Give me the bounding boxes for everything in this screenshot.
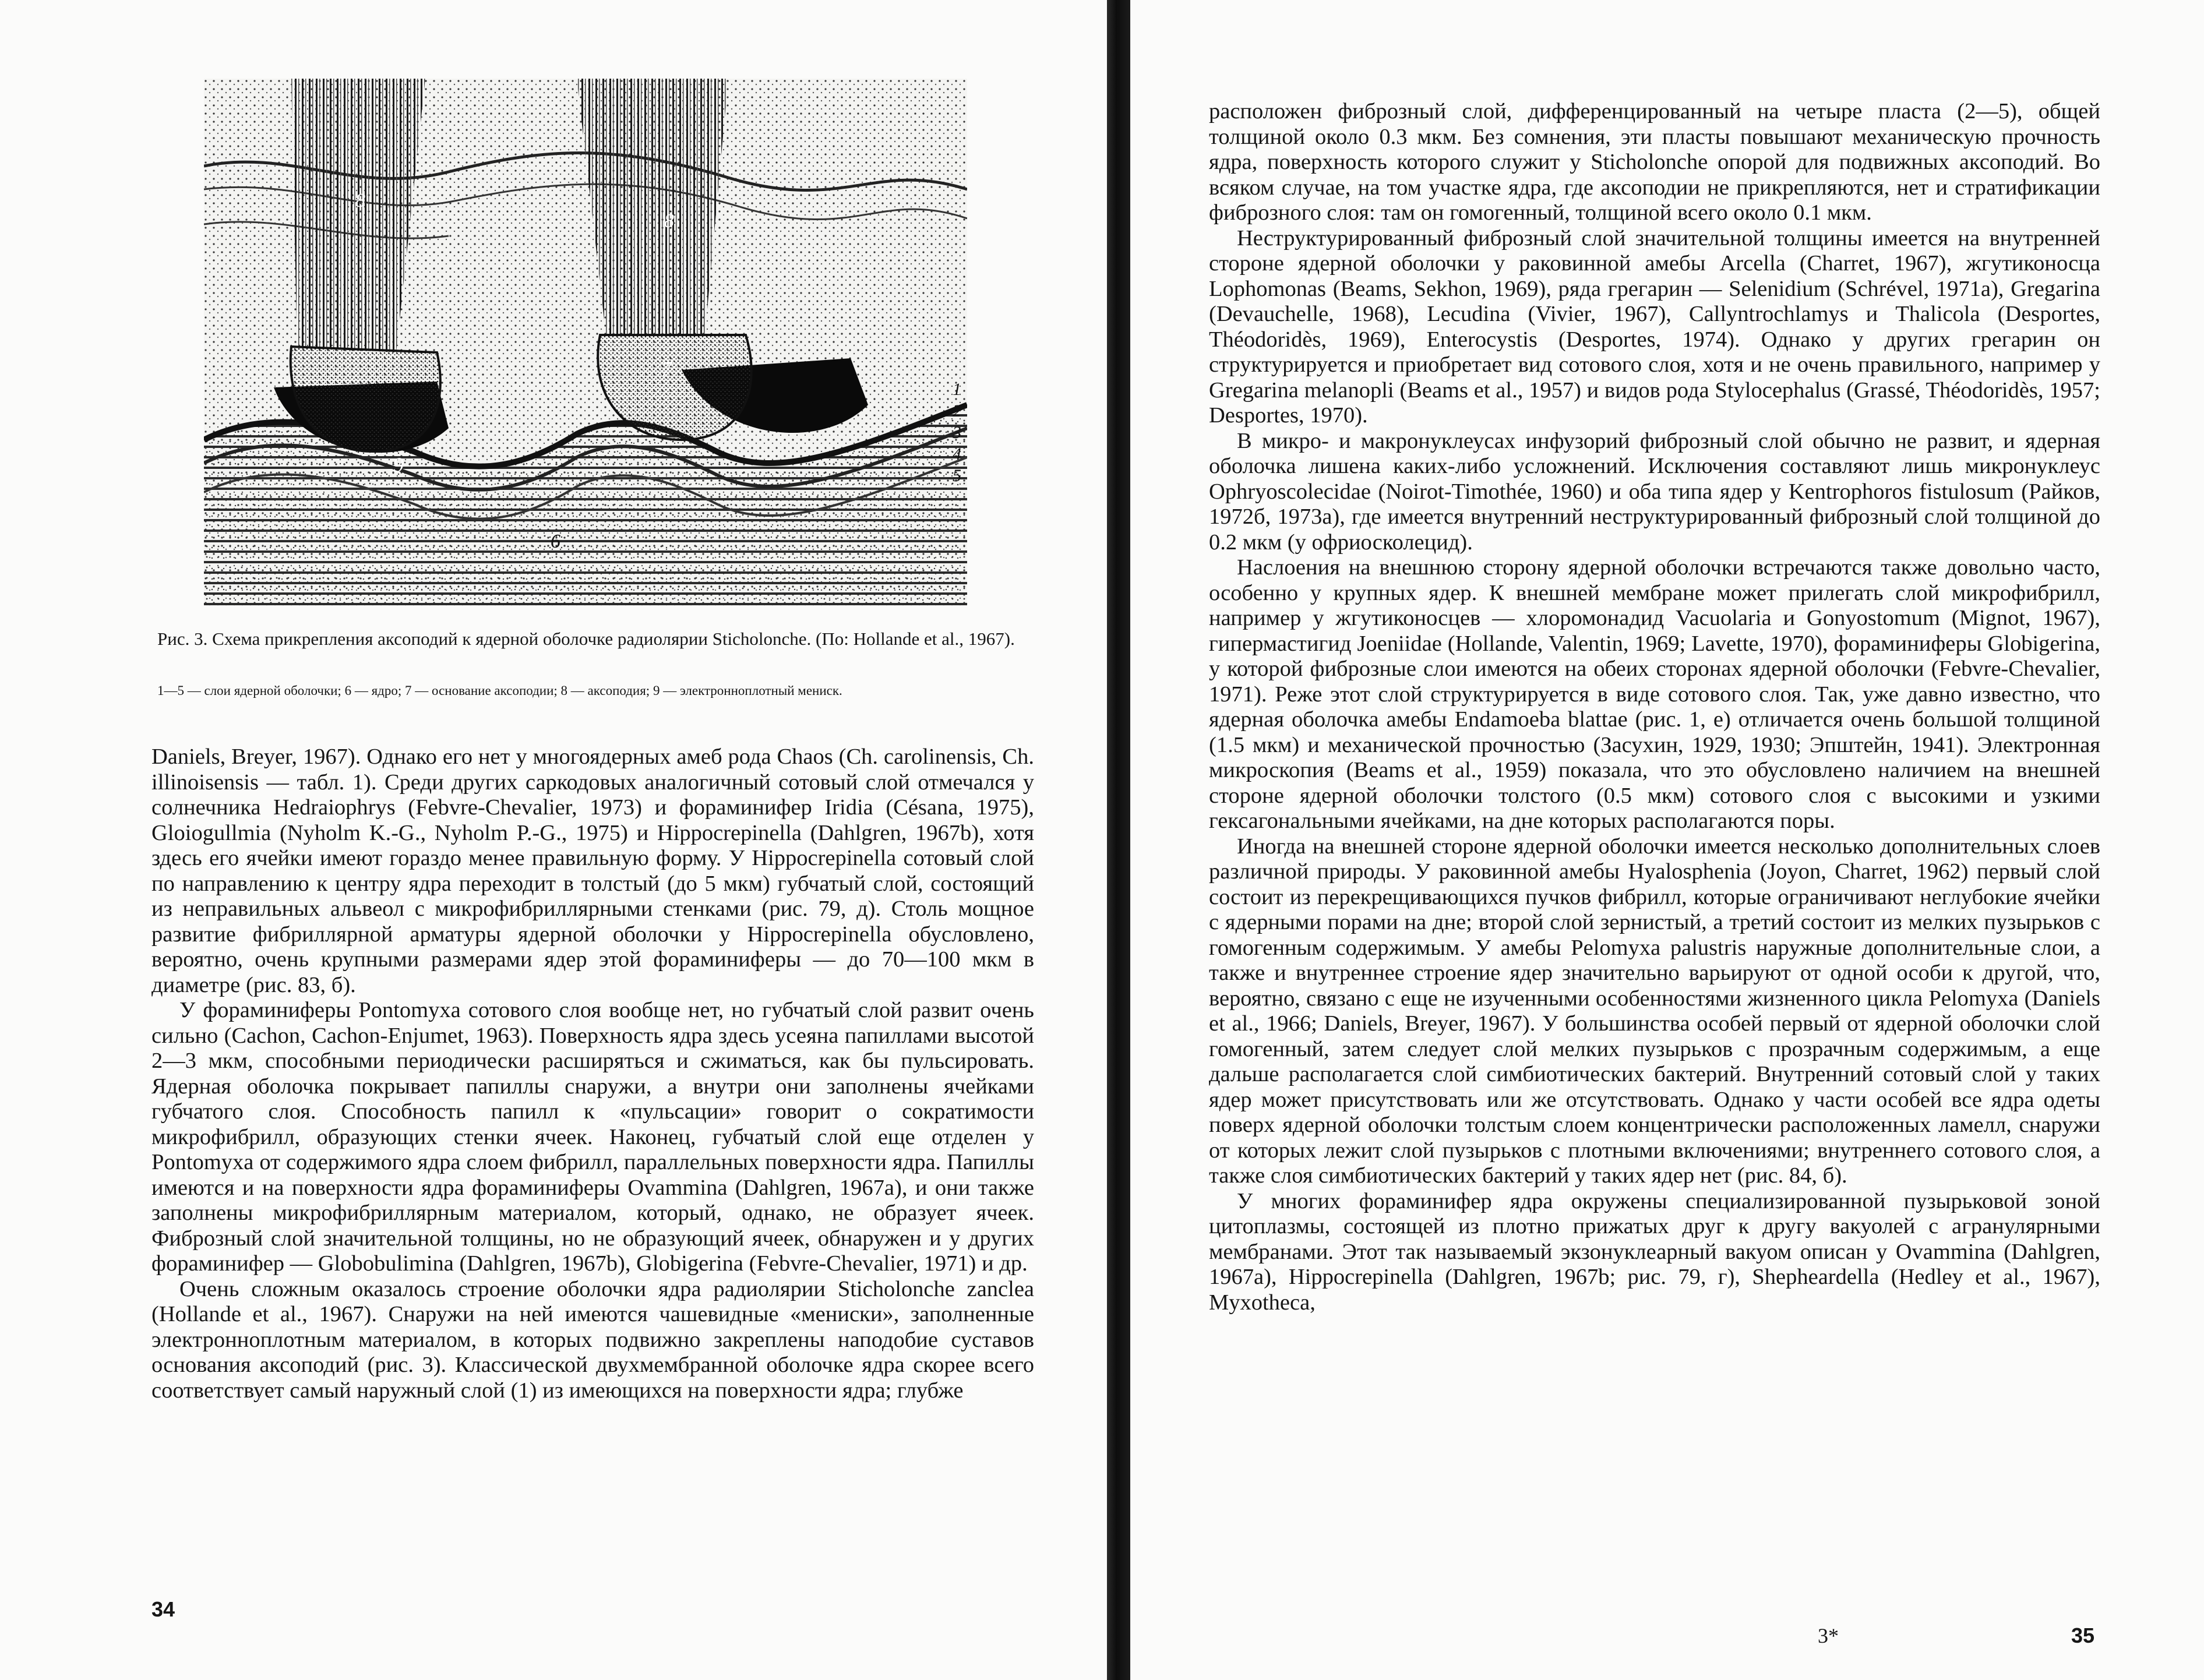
page-number-right: 35 [2071, 1623, 2095, 1647]
page-number-left: 34 [151, 1597, 175, 1621]
right-text-column [1209, 99, 2100, 1315]
figure-label-8: 8 [355, 190, 365, 211]
paragraph: В микро- и макронуклеусах инфузорий фиброзный слой обычно не развит, и ядерная оболочка лишена каких-либо усложнений. Исключения составляют лишь микронуклеус Ophryoscolecidae (Noirot-Timothée, 1960) и оба типа ядер у Kentrophoros fistulosum (Райков, 1972б, 1973а), где имеется внутренний неструктурированный фиброзный слой толщиной до 0.2 мкм (у офриосколецид). [1209, 428, 2100, 555]
figure-label-8b: 8 [664, 210, 674, 232]
paragraph: Наслоения на внешнюю сторону ядерной оболочки встречаются также довольно часто, особенно у крупных ядер. К внешней мембране может прилегать слой микрофибрилл, например у жгутиконосцев — хлоромонадид Vacuolaria и Gonyostomum (Mignot, 1967), гипермастигид Joeniidae (Hollande, Valentin, 1969; Lavette, 1970), фораминиферы Globigerina, у которой фиброзные слои имеются на обеих сторонах ядерной оболочки (Febvre-Chevalier, 1971). Реже этот слой структурируется в виде сотового слоя. Так, уже давно известно, что ядерная оболочка амебы Endamoeba blattae (рис. 1, е) отличается очень большой толщиной (1.5 мкм) и механической прочностью (Засухин, 1929, 1930; Эпштейн, 1941). Электронная микроскопия (Beams et al., 1959) показала, что это обусловлено наличием на внешней стороне ядерной оболочки толстого (0.5 мкм) сотового слоя с высокими и узкими гексагональными ячейками, на дне которых располагаются поры. [1209, 555, 2100, 833]
printer-signature-mark: 3* [1818, 1624, 1839, 1647]
paragraph: расположен фиброзный слой, дифференцированный на четыре пласта (2—5), общей толщиной около 0.3 мкм. Без сомнения, эти пласты повышают механическую прочность ядра, поверхность которого служит у Sticholonche опорой для подвижных аксоподий. Во всяком случае, на том участке ядра, где аксоподии не прикрепляются, нет и стратификации фиброзного слоя: там он гомогенный, толщиной всего около 0.1 мкм. [1209, 99, 2100, 225]
paragraph: У многих фораминифер ядра окружены специализированной пузырьковой зоной цитоплазмы, состоящей из плотно прижатых друг к другу вакуолей с агранулярными мембранами. Этот так называемый экзонуклеарный вакуом описан у Ovammina (Dahlgren, 1967a), Hippocrepinella (Dahlgren, 1967b; рис. 79, г), Shepheardella (Hedley et al., 1967), Myxotheca, [1209, 1188, 2100, 1315]
figure-label-1: 1 [953, 380, 961, 399]
figure-label-2: 2 [953, 401, 961, 421]
paragraph: У фораминиферы Pontomyxa сотового слоя вообще нет, но губчатый слой развит очень сильно (Cachon, Cachon-Enjumet, 1963). Поверхность ядра здесь усеяна папиллами высотой 2—3 мкм, способными периодически расширяться и сжиматься, как бы пульсировать. Ядерная оболочка покрывает папиллы снаружи, а внутри они заполнены ячейками губчатого слоя. Способность папилл к «пульсации» говорит о сократимости микрофибрилл, образующих стенки ячеек. Наконец, губчатый слой еще отделен у Pontomyxa от содержимого ядра слоем фибрилл, параллельных поверхности ядра. Папиллы имеются и на поверхности ядра фораминиферы Ovammina (Dahlgren, 1967a), и они также заполнены микрофибриллярным материалом, который, однако, не образует ячеек. Фиброзный слой значительной толщины, но не образующий ячеек, обнаружен и у других фораминифер — Globobulimina (Dahlgren, 1967b), Globigerina (Febvre-Chevalier, 1971) и др. [151, 998, 1034, 1276]
paragraph: Daniels, Breyer, 1967). Однако его нет у многоядерных амеб рода Chaos (Ch. carolinensis, Ch. illinoisensis — табл. 1). Среди других саркодовых аналогичный сотовый слой отмечался у солнечника Hedraiophrys (Febvre-Chevalier, 1973) и фораминифер Iridia (Césana, 1975), Gloiogullmia (Nyholm K.-G., Nyholm P.-G., 1975) и Hippocrepinella (Dahlgren, 1967b), хотя здесь его ячейки имеют гораздо менее правильную форму. У Hippocrepinella сотовый слой по направлению к центру ядра переходит в толстый (до 5 мкм) губчатый слой, состоящий из неправильных альвеол с микрофибриллярными стенками (рис. 79, д). Столь мощное развитие фибриллярной арматуры ядерной оболочки у Hippocrepinella обусловлено, вероятно, очень крупными размерами ядер этой фораминиферы — до 70—100 мкм в диаметре (рис. 83, б). [151, 744, 1034, 997]
figure-label-4: 4 [953, 444, 961, 464]
figure-caption-legend: 1—5 — слои ядерной оболочки; 6 — ядро; 7 — основание аксоподии; 8 — аксоподия; 9 — электронноплотный мениск. [157, 683, 842, 698]
paragraph: Очень сложным оказалось строение оболочки ядра радиолярии Sticholonche zanclea (Hollande et al., 1967). Снаружи на ней имеются чашевидные «мениски», заполненные электронноплотным материалом, в которых подвижно закреплены наподобие суставов основания аксоподий (рис. 3). Классической двухмембранной оболочке ядра скорее всего соответствует самый наружный слой (1) из имеющихся на поверхности ядра; глубже [151, 1276, 1034, 1403]
figure-label-9: 9 [393, 453, 404, 477]
paragraph: Неструктурированный фиброзный слой значительной толщины имеется на внутренней стороне ядерной оболочки у раковинной амебы Arcella (Charret, 1967), жгутиконосца Lophomonas (Beams, Sekhon, 1969), ряда грегарин — Selenidium (Schrével, 1971a), Gregarina (Devauchelle, 1968), Lecudina (Vivier, 1967), Callyntrochlamys и Thalicola (Desportes, Théodoridès, 1969), Enterocystis (Desportes, 1974). Однако у других грегарин он структурируется и приобретает вид сотового слоя, хотя и не очень правильного, например у Gregarina melanopli (Beams et al., 1957) и видов рода Stylocephalus (Grassé, Théodoridès, 1957; Desportes, 1970). [1209, 225, 2100, 428]
figure-label-3: 3 [953, 423, 961, 442]
book-gutter [1107, 0, 1130, 1680]
figure-label-5: 5 [953, 466, 961, 485]
left-text-column [151, 744, 1034, 1403]
figure-3-illustration [204, 79, 967, 606]
figure-label-6: 6 [551, 531, 560, 552]
paragraph: Иногда на внешней стороне ядерной оболочки имеется несколько дополнительных слоев различной природы. У раковинной амебы Hyalosphenia (Joyon, Charret, 1962) первый слой состоит из перекрещивающихся пучков фибрилл, которые ограничивают неглубокие ячейки с ядерными порами на дне; второй слой зернистый, а третий состоит из мелких пузырьков с гомогенным содержимым. У амебы Pelomyxa palustris наружные дополнительные слои, а также и внутреннее строение ядер значительно варьируют от одной особи к другой, что, вероятно, связано с еще не изученными особенностями жизненного цикла Pelomyxa (Daniels et al., 1966; Daniels, Breyer, 1967). У большинства особей первый от ядерной оболочки слой гомогенный, затем следует слой мелких пузырьков с прозрачным содержимым, а еще дальше располагается слой симбиотических бактерий. Внутренний сотовый слой у таких ядер может присутствовать или же отсутствовать. Однако у части особей все ядра одеты поверх ядерной оболочки толстым слоем концентрически расположенных ламелл, снаружи от которых лежит слой пузырьков с плотными включениями; внутреннего сотового слоя, а также слоя симбиотических бактерий у таких ядер нет (рис. 84, б). [1209, 834, 2100, 1188]
figure-label-7: 7 [661, 357, 672, 380]
figure-caption: Рис. 3. Схема прикрепления аксоподий к ядерной оболочке радиолярии Sticholonche. (По: Hollande et al., 1967). [157, 629, 1015, 649]
axopodia-attachment-diagram [204, 79, 967, 606]
